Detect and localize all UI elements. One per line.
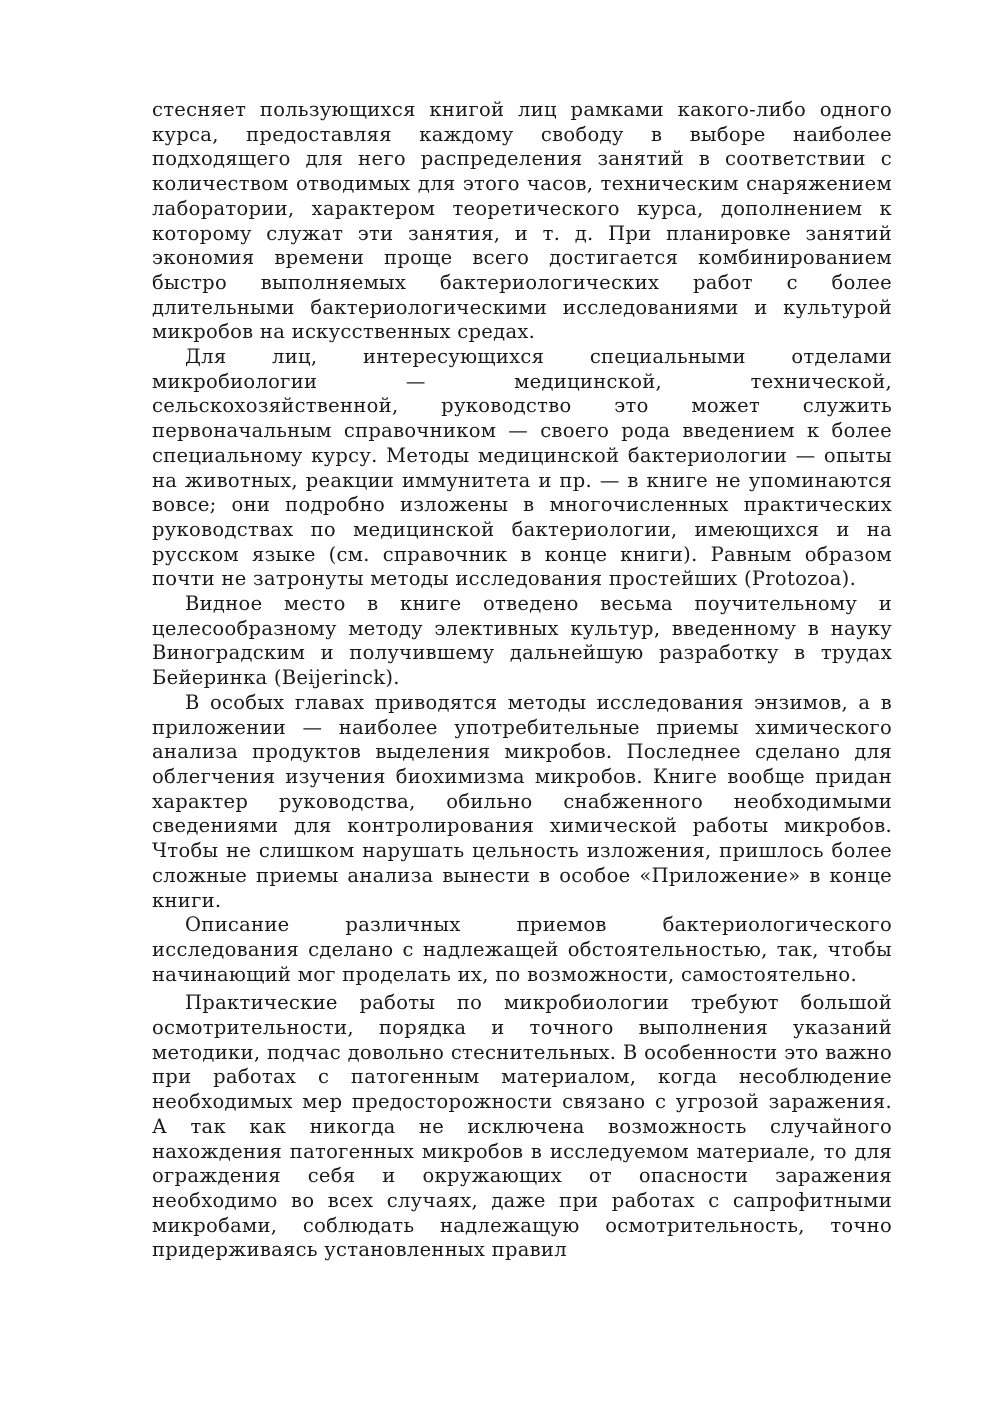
- document-page: [152, 98, 892, 1263]
- paragraph-methods-description: Описание различных приемов бактериологического исследования сделано с надлежащей обстоятельностью, так, чтобы начинающий мог проделать их, по возможности, самостоятельно.: [152, 913, 892, 986]
- paragraph-elective-cultures: Видное место в книге отведено весьма поучительному и целесообразному методу элективных культур, введенному в науку Виноградским и получившему дальнейшую разработку в трудах Бейеринка (Beijerinck).: [152, 592, 892, 690]
- paragraph-enzymes-appendix: В особых главах приводятся методы исследования энзимов, а в приложении — наиболее употребительные приемы химического анализа продуктов выделения микробов. Последнее сделано для облегчения изучения биохимизма микробов. Книге вообще придан характер руководства, обильно снабженного необходимыми сведениями для контролирования химической работы микробов. Чтобы не слишком нарушать цельность изложения, пришлось более сложные приемы анализа вынести в особое «Приложение» в конце книги.: [152, 690, 892, 912]
- paragraph-continuation: стесняет пользующихся книгой лиц рамками какого-либо одного курса, предоставляя каждому свободу в выборе наиболее подходящего для него распределения занятий в соответствии с количеством отводимых для этого часов, техническим снаряжением лаборатории, характером теоретического курса, дополнением к которому служат эти занятия, и т. д. При планировке занятий экономия времени проще всего достигается комбинированием быстро выполняемых бактериологических работ с более длительными бактериологическими исследованиями и культурой микробов на искусственных средах.: [152, 98, 892, 344]
- paragraph-safety-rules: Практические работы по микробиологии требуют большой осмотрительности, порядка и точного выполнения указаний методики, подчас довольно стеснительных. В особенности это важно при работах с патогенным материалом, когда несоблюдение необходимых мер предосторожности связано с угрозой заражения. А так как никогда не исключена возможность случайного нахождения патогенных микробов в исследуемом материале, то для ограждения себя и окружающих от опасности заражения необходимо во всех случаях, даже при работах с сапрофитными микробами, соблюдать надлежащую осмотрительность, точно придерживаясь установленных правил: [152, 991, 892, 1262]
- paragraph-specialized-readers: Для лиц, интересующихся специальными отделами микробиологии — медицинской, технической, сельскохозяйственной, руководство это может служить первоначальным справочником — своего рода введением к более специальному курсу. Методы медицинской бактериологии — опыты на животных, реакции иммунитета и пр. — в книге не упоминаются вовсе; они подробно изложены в многочисленных практических руководствах по медицинской бактериологии, имеющихся и на русском языке (см. справочник в конце книги). Равным образом почти не затронуты методы исследования простейших (Protozoa).: [152, 345, 892, 591]
